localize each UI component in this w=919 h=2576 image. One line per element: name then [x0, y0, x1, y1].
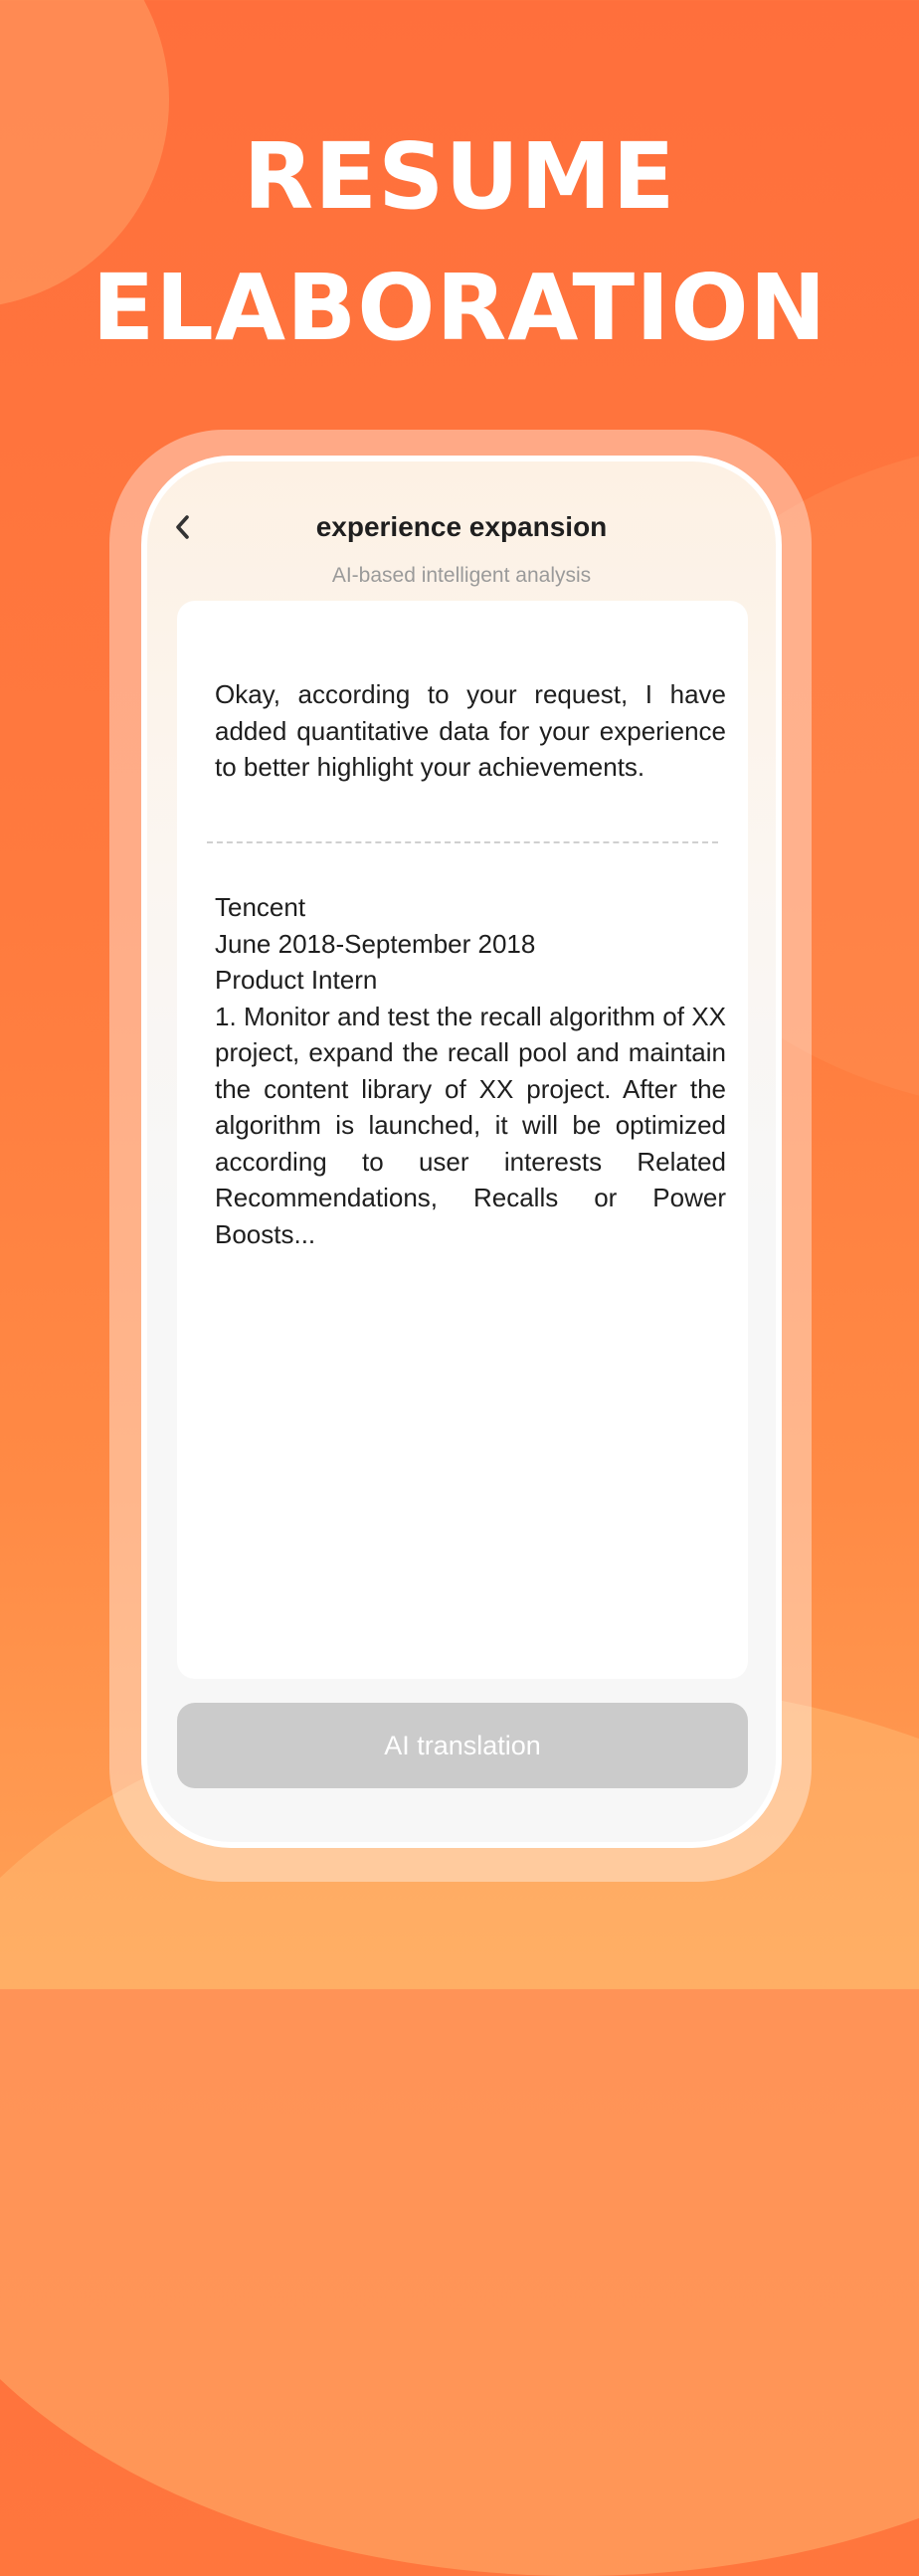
intro-text: Okay, according to your request, I have added quantitative data for your experience to better highlight your achievements. — [215, 679, 726, 782]
experience-company: Tencent — [215, 892, 306, 922]
hero-title — [0, 111, 919, 374]
ai-translation-button[interactable]: AI translation — [177, 1703, 748, 1788]
experience-role: Product Intern — [215, 965, 378, 995]
experience-block — [215, 889, 726, 1252]
experience-period: June 2018-September 2018 — [215, 928, 536, 959]
hero-title-line-2: ELABORATION — [92, 255, 827, 361]
page-title: experience expansion — [315, 511, 608, 542]
page-subtitle: AI-based intelligent analysis — [331, 564, 592, 587]
hero-title-line-1: RESUME — [243, 123, 676, 230]
dashed-divider — [207, 841, 718, 843]
result-card — [177, 601, 748, 1679]
experience-description: 1. Monitor and test the recall algorithm of XX project, expand the recall pool and maintain the content library of XX project. After the algorithm is launched, it will be optimized according to user interests Related Recommendations, Recalls or Power Boosts... — [215, 1001, 726, 1249]
phone-screen — [141, 456, 782, 1848]
